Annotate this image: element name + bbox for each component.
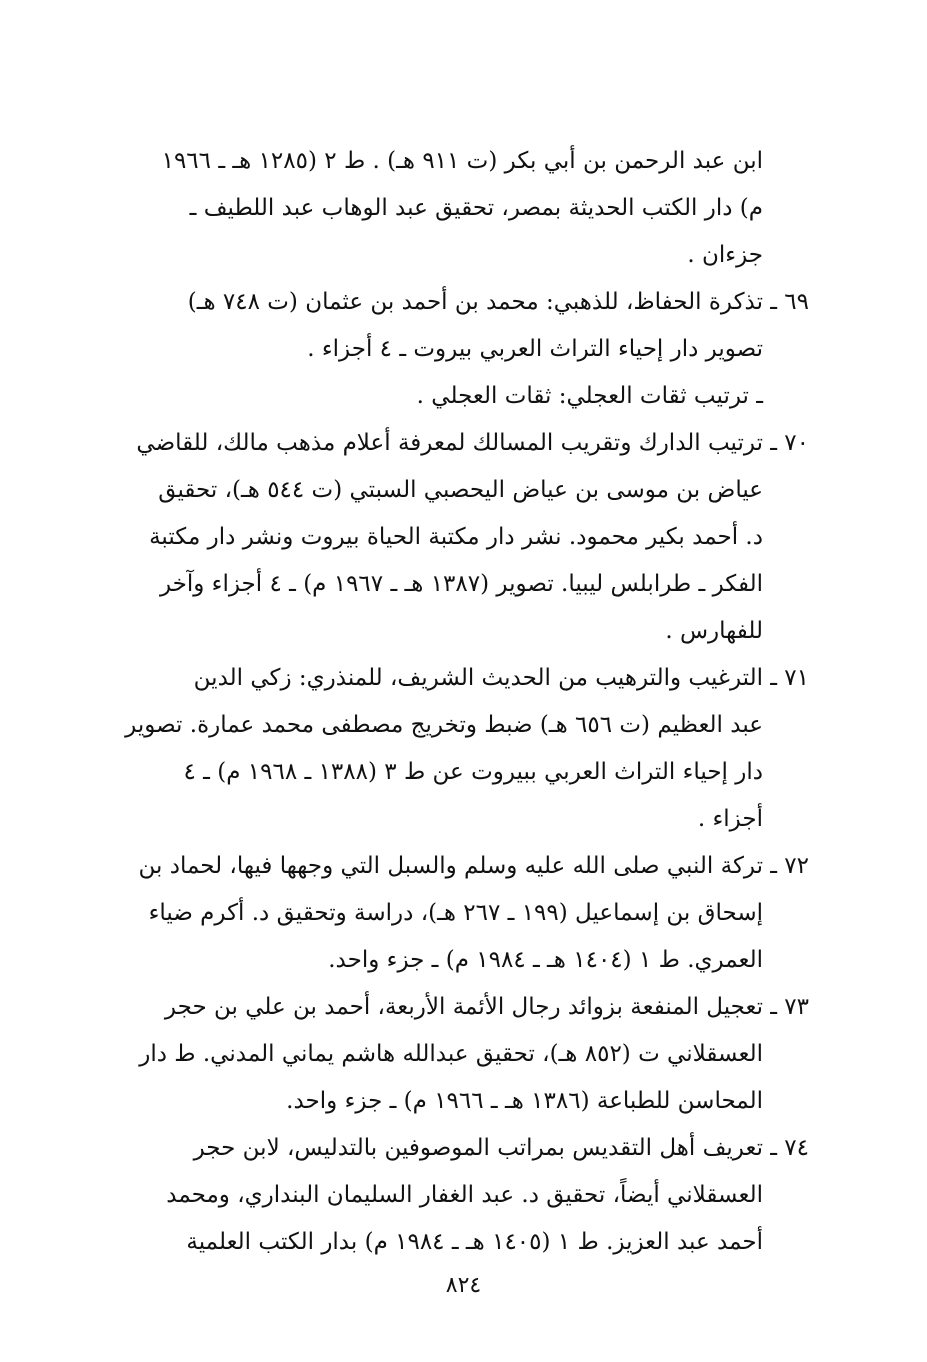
entry-number: ٧١ ـ [770,665,809,691]
bibliography-entry [124,420,809,655]
entry-text-line: د. أحمد بكير محمود. نشر دار مكتبة الحياة بيروت ونشر دار مكتبة [149,524,763,550]
bibliography-entry [124,138,809,279]
entry-text-line: جزءان . [687,242,763,268]
entry-number: ٧٠ ـ [770,430,809,456]
entry-text-line: العمري. ط ١ (١٤٠٤ هـ ـ ١٩٨٤ م) ـ جزء واحد. [328,947,763,973]
entry-text-line: المحاسن للطباعة (١٣٨٦ هـ ـ ١٩٦٦ م) ـ جزء واحد. [286,1088,763,1114]
entry-text-line: الفكر ـ طرابلس ليبيا. تصوير (١٣٨٧ هـ ـ ١٩٦٧ م) ـ ٤ أجزاء وآخر [159,571,763,597]
bibliography-entry [124,279,809,420]
entry-number: ٧٤ ـ [770,1135,809,1161]
entry-text-line: إسحاق بن إسماعيل (١٩٩ ـ ٢٦٧ هـ)، دراسة وتحقيق د. أكرم ضياء [148,900,763,926]
entry-text-line: عياض بن موسى بن عياض اليحصبي السبتي (ت ٥٤٤ هـ)، تحقيق [158,477,763,503]
entry-text-line: للفهارس . [665,618,763,644]
entry-text-line: م) دار الكتب الحديثة بمصر، تحقيق عبد الوهاب عبد اللطيف ـ [189,195,763,221]
entry-text-line: ترتيب الدارك وتقريب المسالك لمعرفة أعلام مذهب مالك، للقاضي [136,430,763,456]
entry-text-line: ـ ترتيب ثقات العجلي: ثقات العجلي . [416,383,763,409]
entry-text-line: تصوير دار إحياء التراث العربي بيروت ـ ٤ أجزاء . [307,336,763,362]
entry-text-line: تعجيل المنفعة بزوائد رجال الأئمة الأربعة، أحمد بن علي بن حجر [164,994,763,1020]
bibliography-entry [124,843,809,984]
entry-number: ٧٢ ـ [770,853,809,879]
page-number: ٨٢٤ [445,1273,482,1298]
bibliography-entry [124,984,809,1125]
entry-text-line: ابن عبد الرحمن بن أبي بكر (ت ٩١١ هـ) . ط ٢ (١٢٨٥ هـ ـ ١٩٦٦ [161,148,763,174]
bibliography-list [124,138,809,1266]
entry-text-line: عبد العظيم (ت ٦٥٦ هـ) ضبط وتخريج مصطفى محمد عمارة. تصوير [125,712,763,738]
entry-text-line: تركة النبي صلى الله عليه وسلم والسبل التي وجهها فيها، لحماد بن [138,853,763,879]
bibliography-entry [124,1125,809,1266]
entry-text-line: العسقلاني أيضاً، تحقيق د. عبد الغفار السليمان البنداري، ومحمد [166,1182,763,1208]
entry-number: ٦٩ ـ [770,289,809,315]
entry-text-line: العسقلاني ت (٨٥٢ هـ)، تحقيق عبدالله هاشم يماني المدني. ط دار [139,1041,763,1067]
entry-number: ٧٣ ـ [770,994,809,1020]
entry-text-line: تعريف أهل التقديس بمراتب الموصوفين بالتدليس، لابن حجر [193,1135,763,1161]
entry-text-line: أجزاء . [697,806,763,832]
entry-text-line: أحمد عبد العزيز. ط ١ (١٤٠٥ هـ ـ ١٩٨٤ م) بدار الكتب العلمية [186,1229,763,1255]
bibliography-entry [124,655,809,843]
entry-text-line: دار إحياء التراث العربي ببيروت عن ط ٣ (١٣٨٨ ـ ١٩٦٨ م) ـ ٤ [183,759,763,785]
entry-text-line: الترغيب والترهيب من الحديث الشريف، للمنذري: زكي الدين [193,665,763,691]
entry-text-line: تذكرة الحفاظ، للذهبي: محمد بن أحمد بن عثمان (ت ٧٤٨ هـ) [187,289,763,315]
